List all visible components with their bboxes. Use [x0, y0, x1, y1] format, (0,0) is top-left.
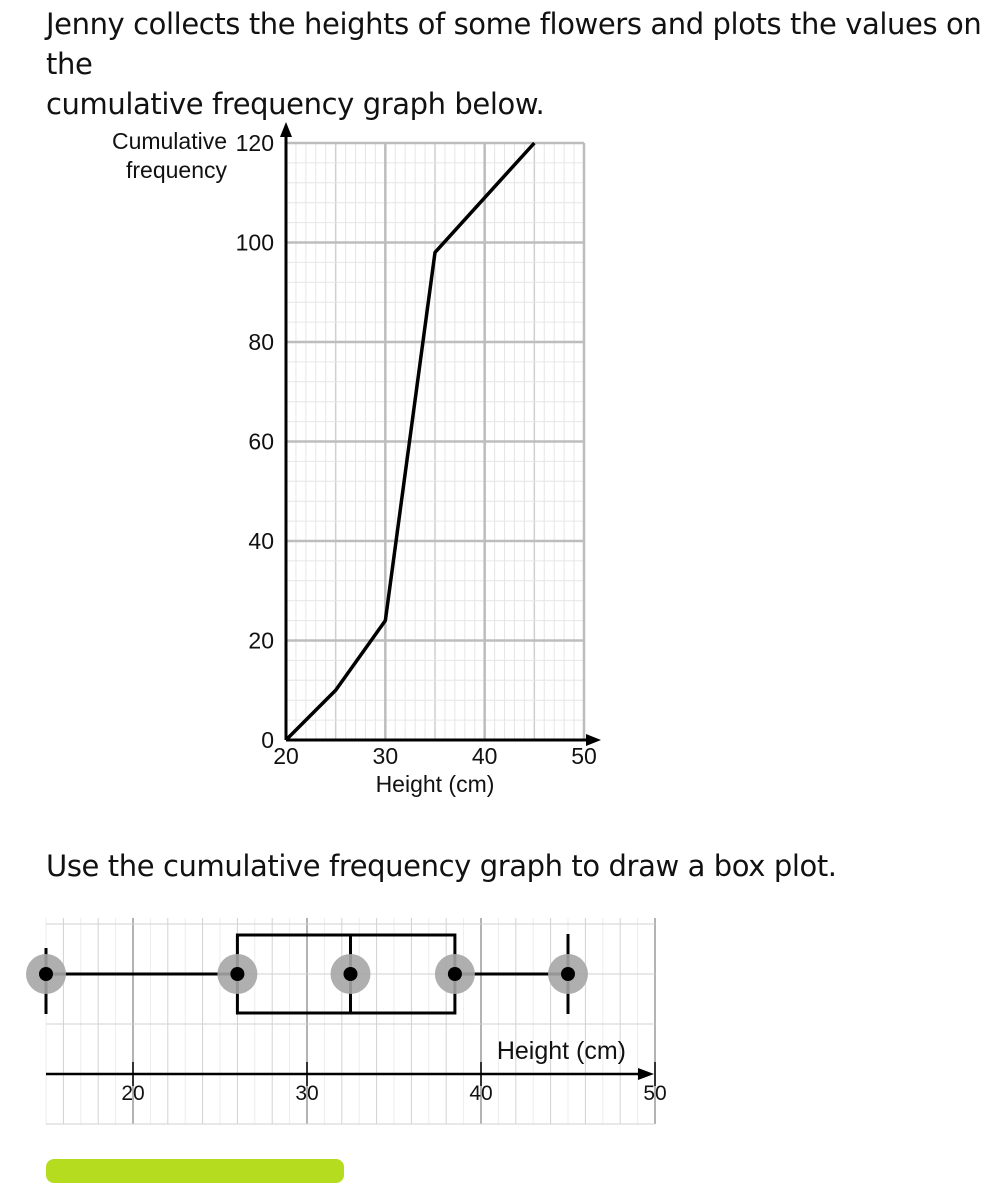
box-plot-tick-label: 20	[121, 1082, 145, 1105]
question-line-2: cumulative frequency graph below.	[46, 87, 545, 121]
box-plot-tick-label: 30	[295, 1082, 319, 1105]
instruction-text: Use the cumulative frequency graph to draw a box plot.	[46, 849, 837, 883]
handle-dot	[344, 967, 358, 981]
cf-y-axis-label-line-1: Cumulative	[111, 128, 227, 154]
cf-y-tick-label: 20	[248, 627, 274, 654]
cf-y-tick-label: 100	[235, 229, 274, 256]
cf-x-tick-labels	[273, 743, 597, 769]
box-plot-x-axis-arrow-icon	[638, 1068, 654, 1080]
cf-y-tick-labels	[236, 130, 274, 753]
cf-y-tick-label: 0	[261, 727, 274, 753]
cf-x-axis-label: Height (cm)	[375, 771, 495, 797]
question-line-1: Jenny collects the heights of some flowers and plots the values on the	[46, 7, 982, 81]
cf-x-tick-label: 20	[273, 743, 299, 769]
box-plot-handle-upper-quartile[interactable]	[435, 954, 475, 994]
cf-y-tick-label: 40	[248, 528, 274, 554]
box-plot-handle-lower-quartile[interactable]	[217, 954, 257, 994]
box-plot-handle-median[interactable]	[331, 954, 371, 994]
cf-y-tick-label: 60	[248, 428, 274, 455]
box-plot-tick-label: 50	[643, 1082, 667, 1105]
submit-button[interactable]	[46, 1159, 344, 1183]
cf-x-tick-label: 30	[372, 743, 399, 769]
cf-x-tick-label: 40	[471, 743, 498, 769]
handle-dot	[39, 967, 53, 981]
cf-y-tick-label: 120	[235, 130, 274, 156]
cf-y-tick-label: 80	[248, 329, 274, 355]
box-plot-tick-label: 40	[469, 1082, 493, 1105]
box-plot-handle-min[interactable]	[26, 954, 66, 994]
question-text	[46, 4, 996, 124]
box-plot-x-axis-label: Height (cm)	[496, 1037, 626, 1065]
handle-dot	[448, 967, 462, 981]
cf-y-axis-arrow-icon	[280, 122, 292, 137]
box-plot-handle-max[interactable]	[548, 954, 588, 994]
handle-dot	[561, 967, 575, 981]
cf-y-axis-label-line-2: frequency	[125, 157, 227, 183]
box-plot-editor[interactable]	[0, 900, 680, 1130]
cumulative-frequency-graph	[0, 110, 660, 810]
cf-x-tick-label: 50	[571, 743, 597, 769]
handle-dot	[230, 967, 244, 981]
